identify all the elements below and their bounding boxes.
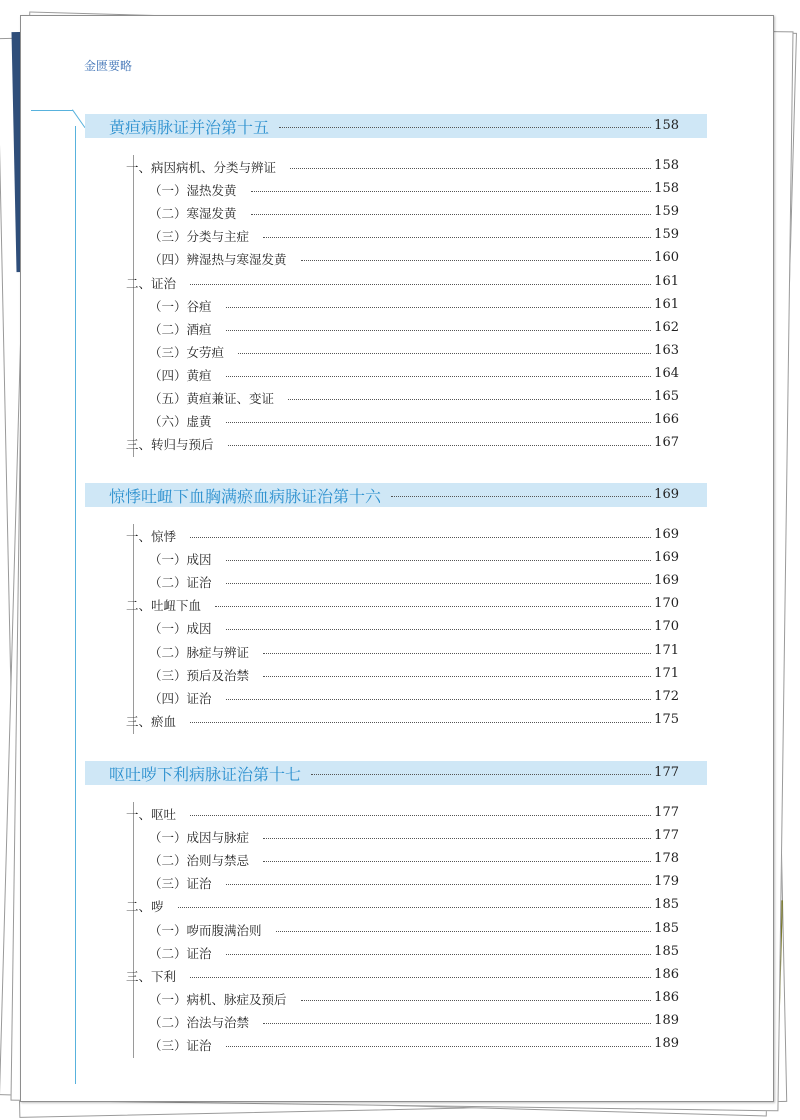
leader-dots: [263, 653, 651, 654]
leader-dots: [301, 260, 651, 261]
leader-dots: [190, 284, 651, 285]
chapter-title[interactable]: 黄疸病脉证并治第十五: [109, 118, 270, 137]
toc-subsection-entry[interactable]: （二）治法与治禁: [149, 1014, 250, 1030]
toc-subsection-entry[interactable]: （二）脉症与辨证: [149, 644, 250, 660]
leader-dots: [226, 699, 651, 700]
chapter-page-number: 177: [654, 765, 679, 780]
toc-entry-page-number: 175: [654, 711, 679, 727]
section-bracket: [133, 524, 134, 734]
leader-dots: [251, 191, 651, 192]
chapter-title[interactable]: 惊悸吐衄下血胸满瘀血病脉证治第十六: [109, 487, 382, 506]
toc-entry-page-number: 185: [654, 920, 679, 936]
toc-entry-page-number: 166: [654, 412, 679, 428]
toc-entry-page-number: 185: [654, 897, 679, 913]
toc-section-entry[interactable]: 一、呕吐: [126, 807, 177, 822]
leader-dots: [251, 214, 651, 215]
leader-dots: [263, 861, 651, 862]
section-bracket: [133, 802, 134, 1058]
leader-dots: [190, 977, 651, 978]
toc-section-entry[interactable]: 一、病因病机、分类与辨证: [126, 160, 277, 175]
toc-entry-page-number: 185: [654, 943, 679, 959]
toc-subsection-entry[interactable]: （三）女劳疸: [149, 344, 225, 360]
toc-entry-page-number: 169: [654, 527, 679, 542]
leader-dots: [226, 629, 651, 630]
toc-subsection-entry[interactable]: （六）虚黄: [149, 414, 212, 430]
toc-entry-page-number: 189: [654, 1012, 679, 1028]
running-head: 金匮要略: [84, 59, 133, 73]
toc-section-entry[interactable]: 二、哕: [126, 899, 164, 915]
toc-entry-page-number: 164: [654, 365, 679, 381]
toc-entry-page-number: 170: [654, 596, 679, 612]
toc-entry-page-number: 161: [654, 273, 679, 289]
chapter-page-number: 158: [654, 118, 679, 133]
toc-entry-page-number: 178: [654, 851, 679, 867]
leader-dots: [226, 954, 651, 955]
leader-dots: [190, 722, 651, 723]
chapter-title[interactable]: 呕吐哕下利病脉证治第十七: [109, 765, 302, 784]
toc-entry-page-number: 179: [654, 874, 679, 890]
toc-subsection-entry[interactable]: （五）黄疸兼证、变证: [149, 391, 275, 406]
leader-dots: [190, 815, 651, 816]
toc-entry-page-number: 169: [654, 550, 679, 566]
toc-subsection-entry[interactable]: （一）哕而腹满治则: [149, 922, 262, 938]
leader-dots: [263, 838, 651, 839]
leader-dots: [288, 399, 651, 400]
toc-entry-page-number: 158: [654, 181, 679, 197]
toc-entry-page-number: 160: [654, 250, 679, 266]
leader-dots: [276, 931, 651, 932]
toc-entry-page-number: 177: [654, 828, 679, 844]
toc-entry-page-number: 171: [654, 642, 679, 658]
leader-dots: [178, 907, 651, 908]
toc-entry-page-number: 189: [654, 1036, 679, 1051]
leader-dots: [301, 1000, 651, 1001]
toc-subsection-entry[interactable]: （三）证治: [149, 1038, 212, 1053]
toc-section-entry[interactable]: 二、证治: [126, 275, 177, 291]
toc-entry-page-number: 172: [654, 688, 679, 704]
leader-dots: [263, 237, 651, 238]
toc-subsection-entry[interactable]: （一）病机、脉症及预后: [149, 991, 287, 1007]
toc-subsection-entry[interactable]: （一）谷疸: [149, 298, 212, 314]
leader-dots: [263, 676, 651, 677]
toc-entry-page-number: 186: [654, 989, 679, 1005]
leader-dots: [226, 1046, 651, 1047]
toc-subsection-entry[interactable]: （四）黄疸: [149, 367, 212, 383]
toc-subsection-entry[interactable]: （三）分类与主症: [149, 229, 250, 245]
toc-entry-page-number: 170: [654, 619, 679, 635]
leader-dots: [226, 583, 651, 584]
leader-dots: [226, 422, 651, 423]
toc-page: [20, 15, 774, 1102]
toc-subsection-entry[interactable]: （四）证治: [149, 690, 212, 706]
section-bracket: [133, 155, 134, 457]
toc-section-entry[interactable]: 一、惊悸: [126, 529, 177, 544]
toc-subsection-entry[interactable]: （三）证治: [149, 876, 212, 892]
toc-entry-page-number: 165: [654, 389, 679, 404]
toc-subsection-entry[interactable]: （三）预后及治禁: [149, 667, 250, 683]
margin-rule-horizontal: [31, 110, 73, 111]
toc-subsection-entry[interactable]: （二）酒疸: [149, 321, 212, 337]
toc-entry-page-number: 161: [654, 296, 679, 312]
toc-entry-page-number: 171: [654, 665, 679, 681]
toc-subsection-entry[interactable]: （一）成因: [149, 621, 212, 637]
margin-rule-vertical: [75, 126, 76, 1084]
toc-entry-page-number: 158: [654, 158, 679, 173]
toc-section-entry[interactable]: 三、转归与预后: [126, 437, 214, 453]
toc-section-entry[interactable]: 三、瘀血: [126, 713, 177, 729]
toc-section-entry[interactable]: 二、吐衄下血: [126, 598, 202, 614]
toc-entry-page-number: 167: [654, 435, 679, 451]
toc-subsection-entry[interactable]: （二）证治: [149, 575, 212, 591]
leader-dots: [238, 353, 651, 354]
leader-dots: [279, 127, 651, 128]
toc-subsection-entry[interactable]: （一）成因: [149, 552, 212, 568]
leader-dots: [226, 330, 651, 331]
leader-dots: [290, 168, 651, 169]
toc-subsection-entry[interactable]: （一）成因与脉症: [149, 830, 250, 846]
toc-entry-page-number: 169: [654, 573, 679, 589]
leader-dots: [391, 496, 651, 497]
leader-dots: [226, 307, 651, 308]
toc-subsection-entry[interactable]: （二）证治: [149, 945, 212, 961]
leader-dots: [311, 774, 651, 775]
leader-dots: [226, 376, 651, 377]
toc-subsection-entry[interactable]: （一）湿热发黄: [149, 183, 237, 199]
leader-dots: [190, 537, 651, 538]
toc-subsection-entry[interactable]: （四）辨湿热与寒湿发黄: [149, 252, 287, 268]
leader-dots: [226, 560, 651, 561]
leader-dots: [215, 606, 651, 607]
toc-subsection-entry[interactable]: （二）治则与禁忌: [149, 853, 250, 869]
toc-entry-page-number: 159: [654, 227, 679, 243]
leader-dots: [263, 1023, 651, 1024]
leader-dots: [228, 445, 651, 446]
toc-entry-page-number: 177: [654, 805, 679, 820]
toc-entry-page-number: 162: [654, 319, 679, 335]
toc-section-entry[interactable]: 三、下利: [126, 968, 177, 984]
toc-subsection-entry[interactable]: （二）寒湿发黄: [149, 206, 237, 222]
toc-entry-page-number: 163: [654, 342, 679, 358]
chapter-page-number: 169: [654, 487, 679, 502]
leader-dots: [226, 884, 651, 885]
toc-entry-page-number: 159: [654, 204, 679, 220]
toc-entry-page-number: 186: [654, 966, 679, 982]
